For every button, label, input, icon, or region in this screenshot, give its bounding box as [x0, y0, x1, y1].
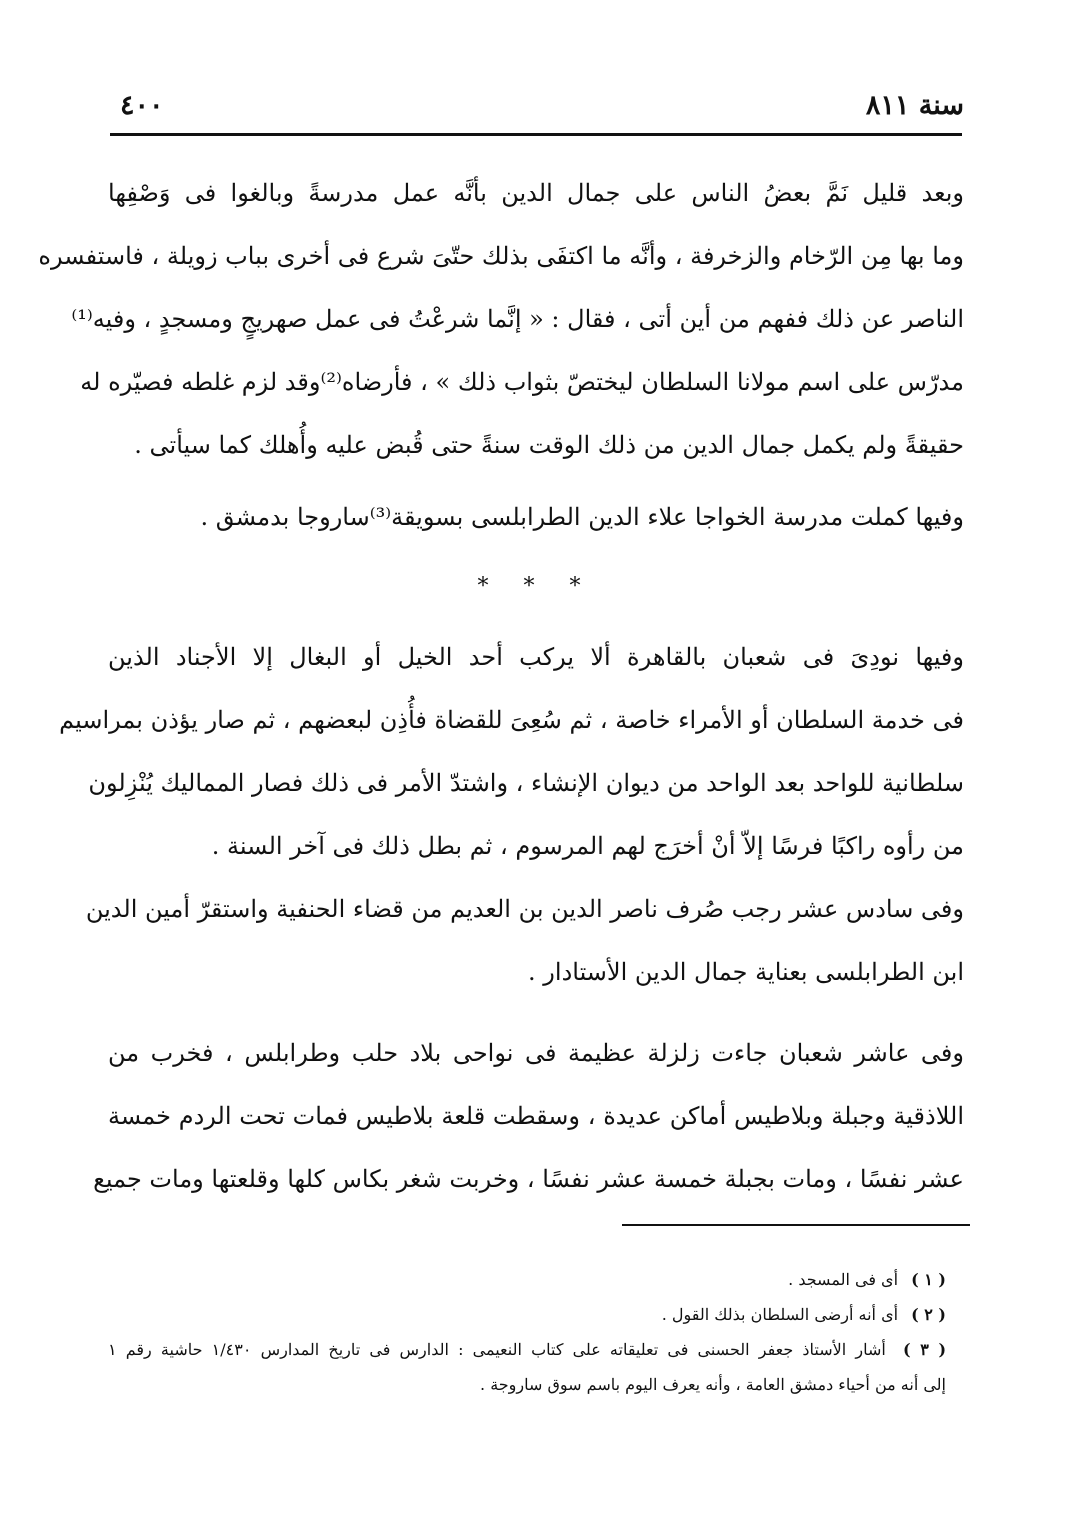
text-line: من رأوه راكبًا فرسًا إلاّ أنْ أخرَج لهم المرسوم ، ثم بطل ذلك فى آخر السنة . — [211, 832, 964, 860]
paragraph-5 — [93, 1022, 964, 1211]
footnote-number: ( ٣ ) — [903, 1340, 947, 1359]
text-line: وفى سادس عشر رجب صُرف ناصر الدين بن العديم من قضاء الحنفية واستقرّ أمين الدين — [85, 895, 964, 923]
footnote-1 — [108, 1262, 946, 1297]
footnote-number: ( ١ ) — [911, 1270, 946, 1289]
paragraph-4 — [85, 878, 964, 1004]
footnote-3 — [108, 1332, 946, 1367]
footnote-text: أشار الأستاذ جعفر الحسنى فى تعليقاته على كتاب النعيمى : الدارس فى تاريخ المدارس ١/٤٣٠ حاشية رقم ١ — [108, 1340, 886, 1359]
footnote-number: ( ٢ ) — [911, 1305, 946, 1324]
footnote-text: أى فى المسجد . — [788, 1270, 899, 1289]
text-line: اللاذقية وجبلة وبلاطيس أماكن عديدة ، وسقطت قلعة بلاطيس فمات تحت الردم خمسة — [108, 1102, 964, 1130]
text-line: حقيقةً ولم يكمل جمال الدين من ذلك الوقت سنةً حتى قُبض عليه وأُهلك كما سيأتى . — [134, 431, 964, 459]
text-line: فى خدمة السلطان أو الأمراء خاصة ، ثم سُعِىَ للقضاة فأُذِن لبعضهم ، ثم صار يؤذن بمراسيم — [59, 706, 964, 734]
text-line: عشر نفسًا ، ومات بجبلة خمسة عشر نفسًا ، وخربت شغر بكاس كلها وقلعتها ومات جميع — [93, 1165, 964, 1193]
header-rule — [110, 133, 962, 136]
footnote-text: إلى أنه من أحياء دمشق العامة ، وأنه يعرف اليوم باسم سوق ساروجة . — [480, 1375, 946, 1394]
footnote-rule — [622, 1224, 970, 1226]
text-line: وفى عاشر شعبان جاءت زلزلة عظيمة فى نواحى بلاد حلب وطرابلس ، فخرب من — [108, 1039, 964, 1067]
header-year: سنة ٨١١ — [865, 90, 964, 121]
footnote-3-continuation — [108, 1367, 946, 1402]
text-line: وفيها كملت مدرسة الخواجا علاء الدين الطرابلسى بسويقة⁽³⁾ساروجا بدمشق . — [200, 503, 964, 531]
footnote-2 — [108, 1297, 946, 1332]
text-line: وبعد قليل نَمَّ بعضُ الناس على جمال الدين بأنَّه عمل مدرسةً وبالغوا فى وَصْفِها — [108, 179, 964, 207]
paragraph-2 — [108, 486, 964, 549]
text-line: ابن الطرابلسى بعناية جمال الدين الأستادار . — [528, 958, 964, 986]
text-line: وفيها نودِىَ فى شعبان بالقاهرة ألا يركب أحد الخيل أو البغال إلا الأجناد الذين — [108, 643, 964, 671]
section-separator: * * * — [477, 574, 595, 599]
running-header — [110, 88, 964, 128]
footnotes — [108, 1262, 946, 1402]
text-line: الناصر عن ذلك ففهم من أين أتى ، فقال : « إنَّما شرعْتُ فى عمل صهريجٍ ومسجدٍ ، وفيه⁽¹⁾ — [71, 305, 964, 333]
paragraph-3 — [59, 626, 964, 878]
text-line: مدرّس على اسم مولانا السلطان ليختصّ بثواب ذلك » ، فأرضاه⁽²⁾وقد لزم غلطه فصيّره له — [80, 368, 964, 396]
text-line: وما بها مِن الرّخام والزخرفة ، وأنَّه ما اكتفَى بذلك حتّىَ شرع فى أخرى بباب زويلة ، فاستفسره — [38, 242, 964, 270]
footnote-text: أى أنه أرضى السلطان بذلك القول . — [661, 1305, 899, 1324]
text-line: سلطانية للواحد بعد الواحد من ديوان الإنشاء ، واشتدّ الأمر فى ذلك فصار المماليك يُنْزِلون — [88, 769, 964, 797]
page-number: ٤٠٠ — [120, 90, 164, 121]
paragraph-1 — [38, 162, 964, 477]
